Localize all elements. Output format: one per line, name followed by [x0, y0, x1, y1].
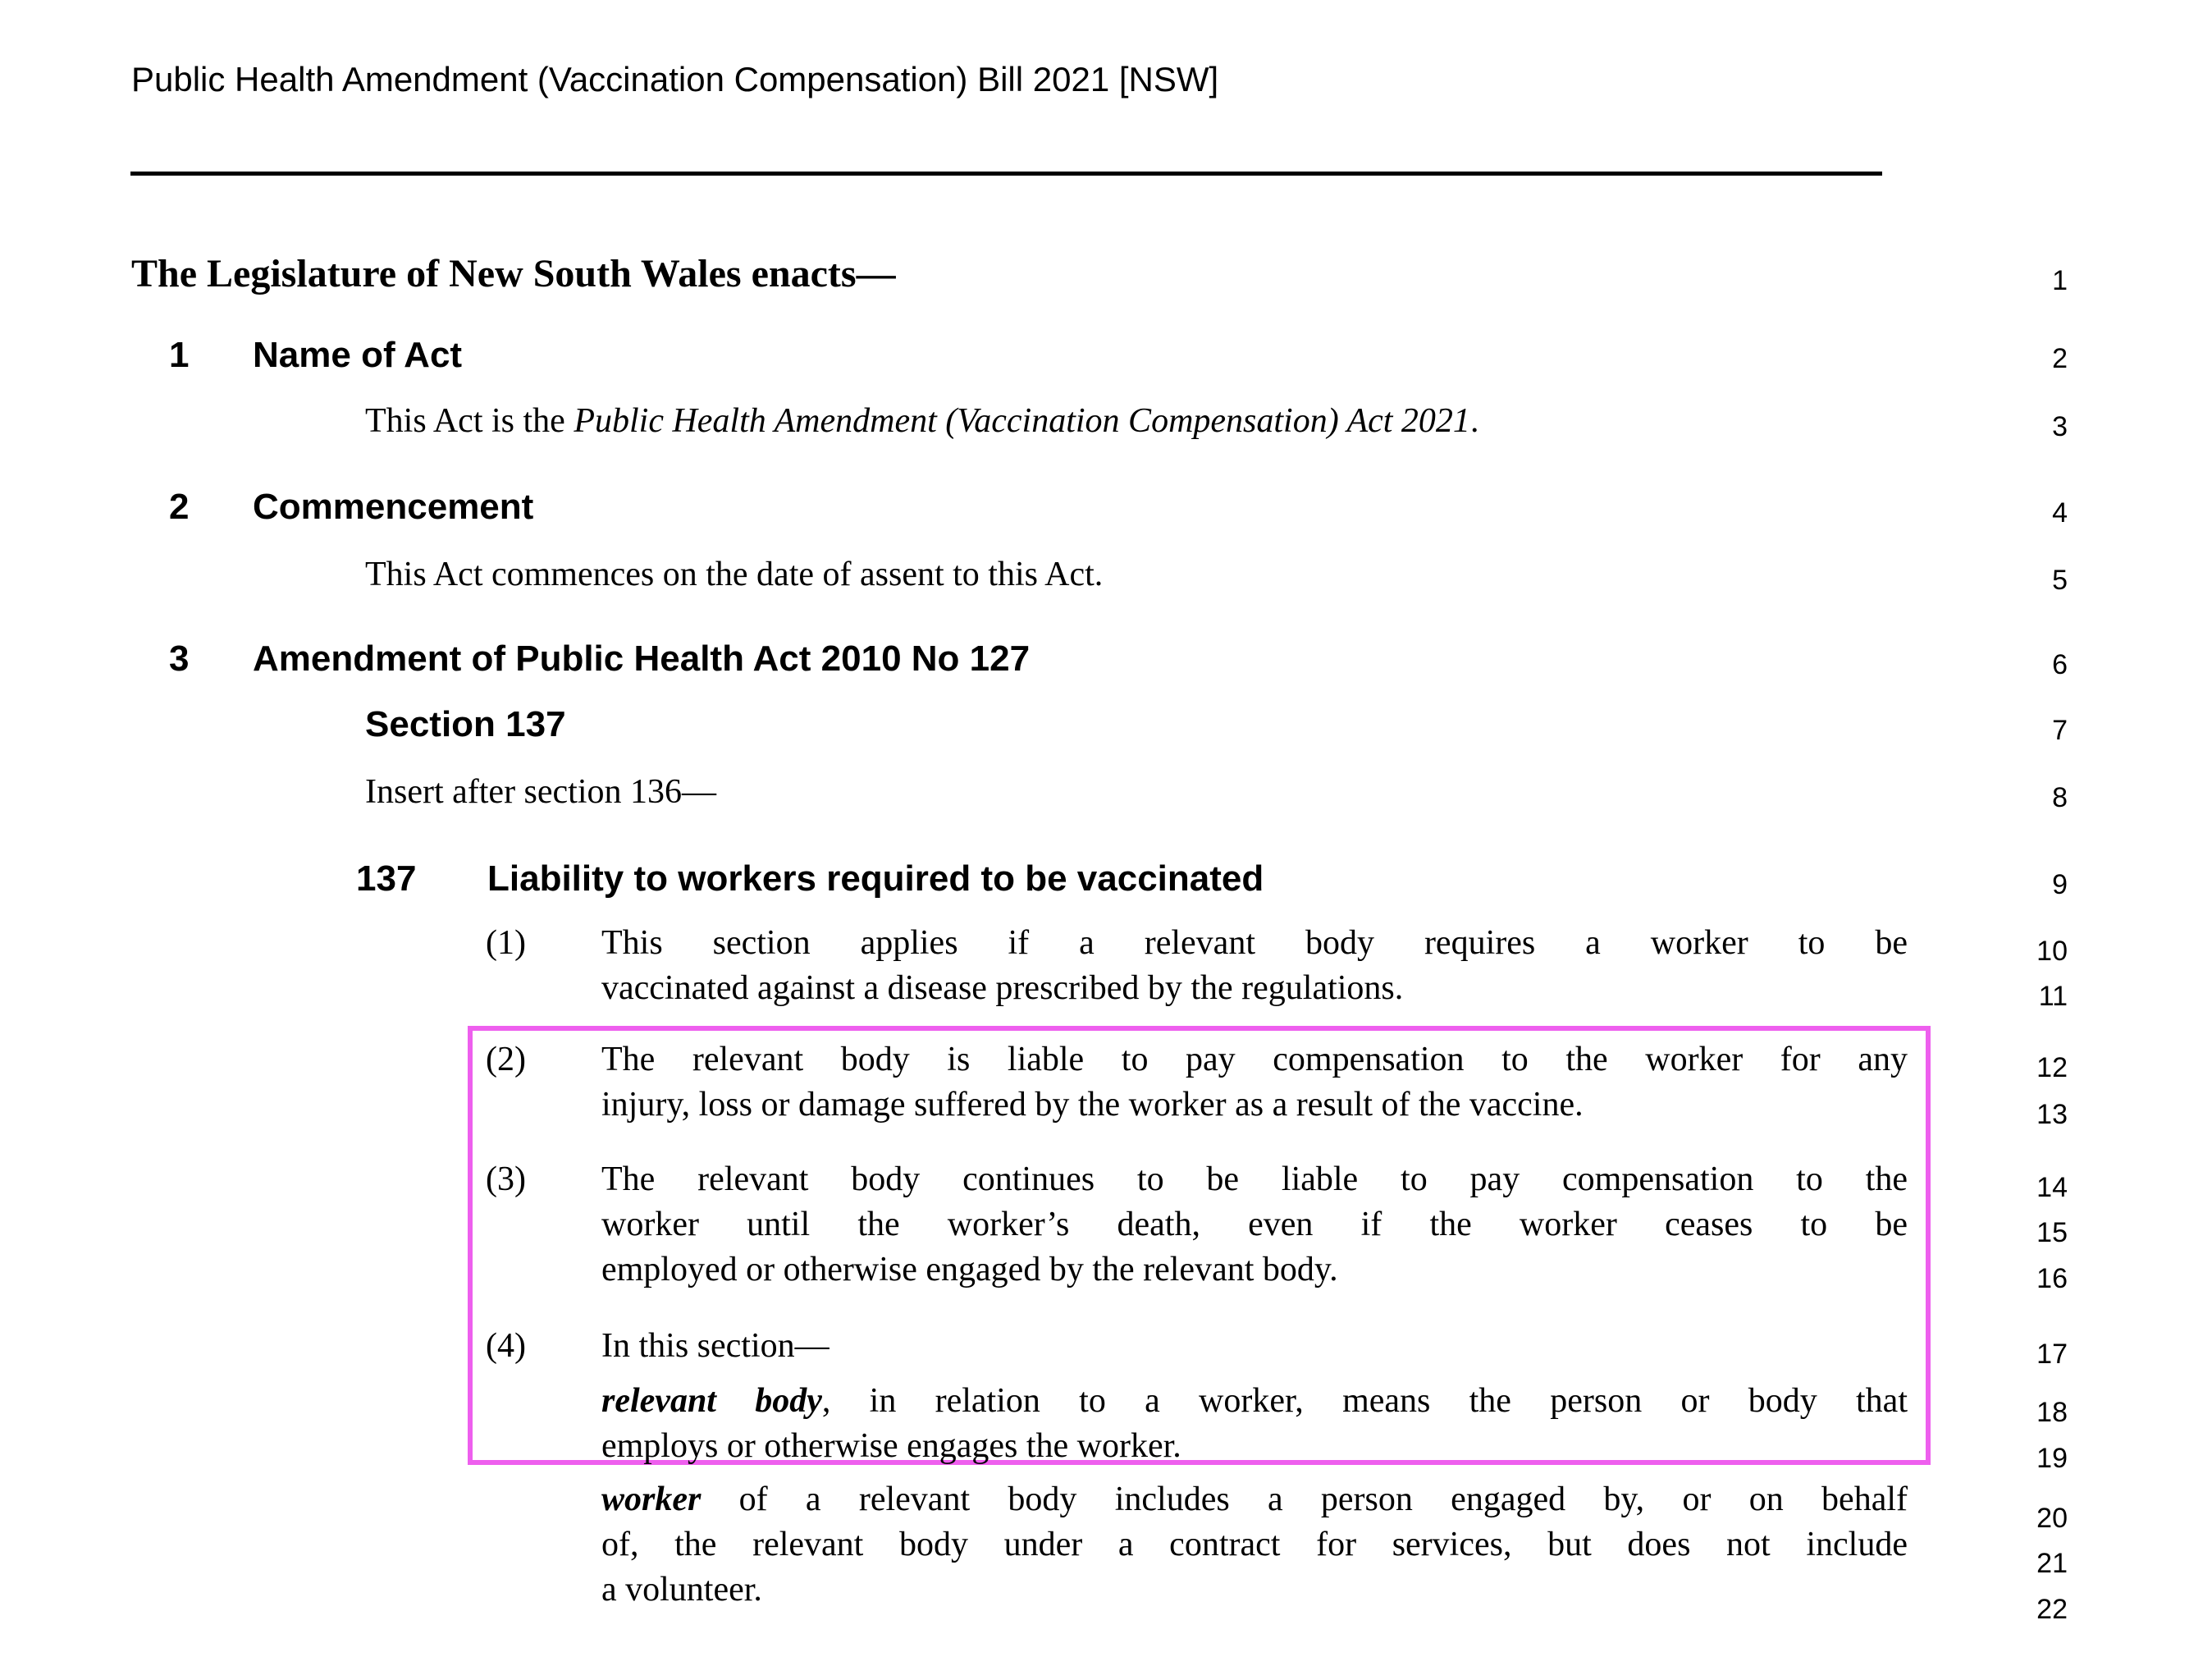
- inserted-section-number: 137: [356, 858, 417, 899]
- line-number-11: 11: [2038, 981, 2068, 1012]
- line-number-12: 12: [2036, 1052, 2068, 1083]
- subsection-4-marker: (4): [486, 1327, 526, 1365]
- text-line: injury, loss or damage suffered by the worker as a result of the vaccine.: [601, 1086, 1584, 1124]
- line-number-22: 22: [2036, 1594, 2068, 1625]
- definition-text: of a relevant body includes a person engaged by, or on behalf: [701, 1481, 1908, 1518]
- text-line: worker until the worker’s death, even if the worker ceases to be: [601, 1206, 1908, 1243]
- line-number-21: 21: [2036, 1548, 2068, 1579]
- line-number-17: 17: [2036, 1339, 2068, 1370]
- text-line: vaccinated against a disease prescribed by the regulations.: [601, 969, 1404, 1007]
- text-line: [601, 1477, 1908, 1522]
- text-line: employed or otherwise engaged by the relevant body.: [601, 1251, 1338, 1288]
- text-line: The relevant body continues to be liable to pay compensation to the: [601, 1160, 1908, 1198]
- section-1-body-prefix: This Act is the: [365, 402, 574, 440]
- text-line: employs or otherwise engages the worker.: [601, 1427, 1181, 1465]
- line-number-4: 4: [2052, 497, 2068, 529]
- text-line: of, the relevant body under a contract for services, but does not include: [601, 1526, 1908, 1563]
- subsection-4-text: [601, 1324, 1908, 1369]
- line-number-3: 3: [2052, 411, 2068, 442]
- definition-relevant-body: [601, 1379, 1908, 1469]
- line-number-13: 13: [2036, 1099, 2068, 1130]
- definition-worker: [601, 1477, 1908, 1613]
- section-2-number: 2: [169, 487, 190, 527]
- section-1-body-act-name: Public Health Amendment (Vaccination Compensation) Act 2021: [574, 402, 1470, 440]
- section-2-body: This Act commences on the date of assent to this Act.: [365, 556, 1104, 593]
- text-line: The relevant body is liable to pay compensation to the worker for any: [601, 1041, 1908, 1078]
- text-line: This section applies if a relevant body requires a worker to be: [601, 924, 1908, 962]
- section-1-number: 1: [169, 335, 190, 375]
- line-number-15: 15: [2036, 1217, 2068, 1248]
- line-number-18: 18: [2036, 1397, 2068, 1428]
- subsection-1-text: [601, 921, 1908, 1011]
- section-2-heading: Commencement: [253, 487, 534, 527]
- line-number-9: 9: [2052, 869, 2068, 900]
- subsection-3-marker: (3): [486, 1160, 526, 1198]
- line-number-20: 20: [2036, 1503, 2068, 1534]
- section-1-body: [365, 399, 1478, 444]
- header-divider-rule: [130, 172, 1882, 176]
- defined-term: worker: [601, 1481, 702, 1518]
- enacting-clause: The Legislature of New South Wales enacts—: [131, 252, 896, 295]
- text-line: [601, 1379, 1908, 1424]
- document-title: Public Health Amendment (Vaccination Compensation) Bill 2021 [NSW]: [131, 60, 1219, 98]
- subsection-3-text: [601, 1157, 1908, 1293]
- line-number-7: 7: [2052, 715, 2068, 746]
- section-1-body-suffix: .: [1469, 402, 1479, 440]
- section-3-instruction: Insert after section 136—: [365, 773, 717, 811]
- line-number-19: 19: [2036, 1443, 2068, 1474]
- line-number-5: 5: [2052, 565, 2068, 596]
- section-1-heading: Name of Act: [253, 335, 463, 375]
- line-number-2: 2: [2052, 343, 2068, 374]
- line-number-1: 1: [2052, 265, 2068, 296]
- section-3-number: 3: [169, 638, 190, 679]
- line-number-8: 8: [2052, 782, 2068, 813]
- inserted-section-heading: Liability to workers required to be vaccinated: [487, 858, 1264, 899]
- line-number-10: 10: [2036, 936, 2068, 967]
- line-number-16: 16: [2036, 1263, 2068, 1294]
- section-3-subheading: Section 137: [365, 704, 566, 744]
- line-number-6: 6: [2052, 649, 2068, 680]
- line-number-14: 14: [2036, 1172, 2068, 1203]
- text-line: a volunteer.: [601, 1571, 762, 1609]
- subsection-2-marker: (2): [486, 1041, 526, 1078]
- definition-text: , in relation to a worker, means the person or body that: [821, 1382, 1908, 1420]
- section-3-heading: Amendment of Public Health Act 2010 No 127: [253, 638, 1031, 679]
- subsection-2-text: [601, 1037, 1908, 1128]
- defined-term: relevant body: [601, 1382, 822, 1420]
- subsection-1-marker: (1): [486, 924, 526, 962]
- text-line: In this section—: [601, 1327, 830, 1365]
